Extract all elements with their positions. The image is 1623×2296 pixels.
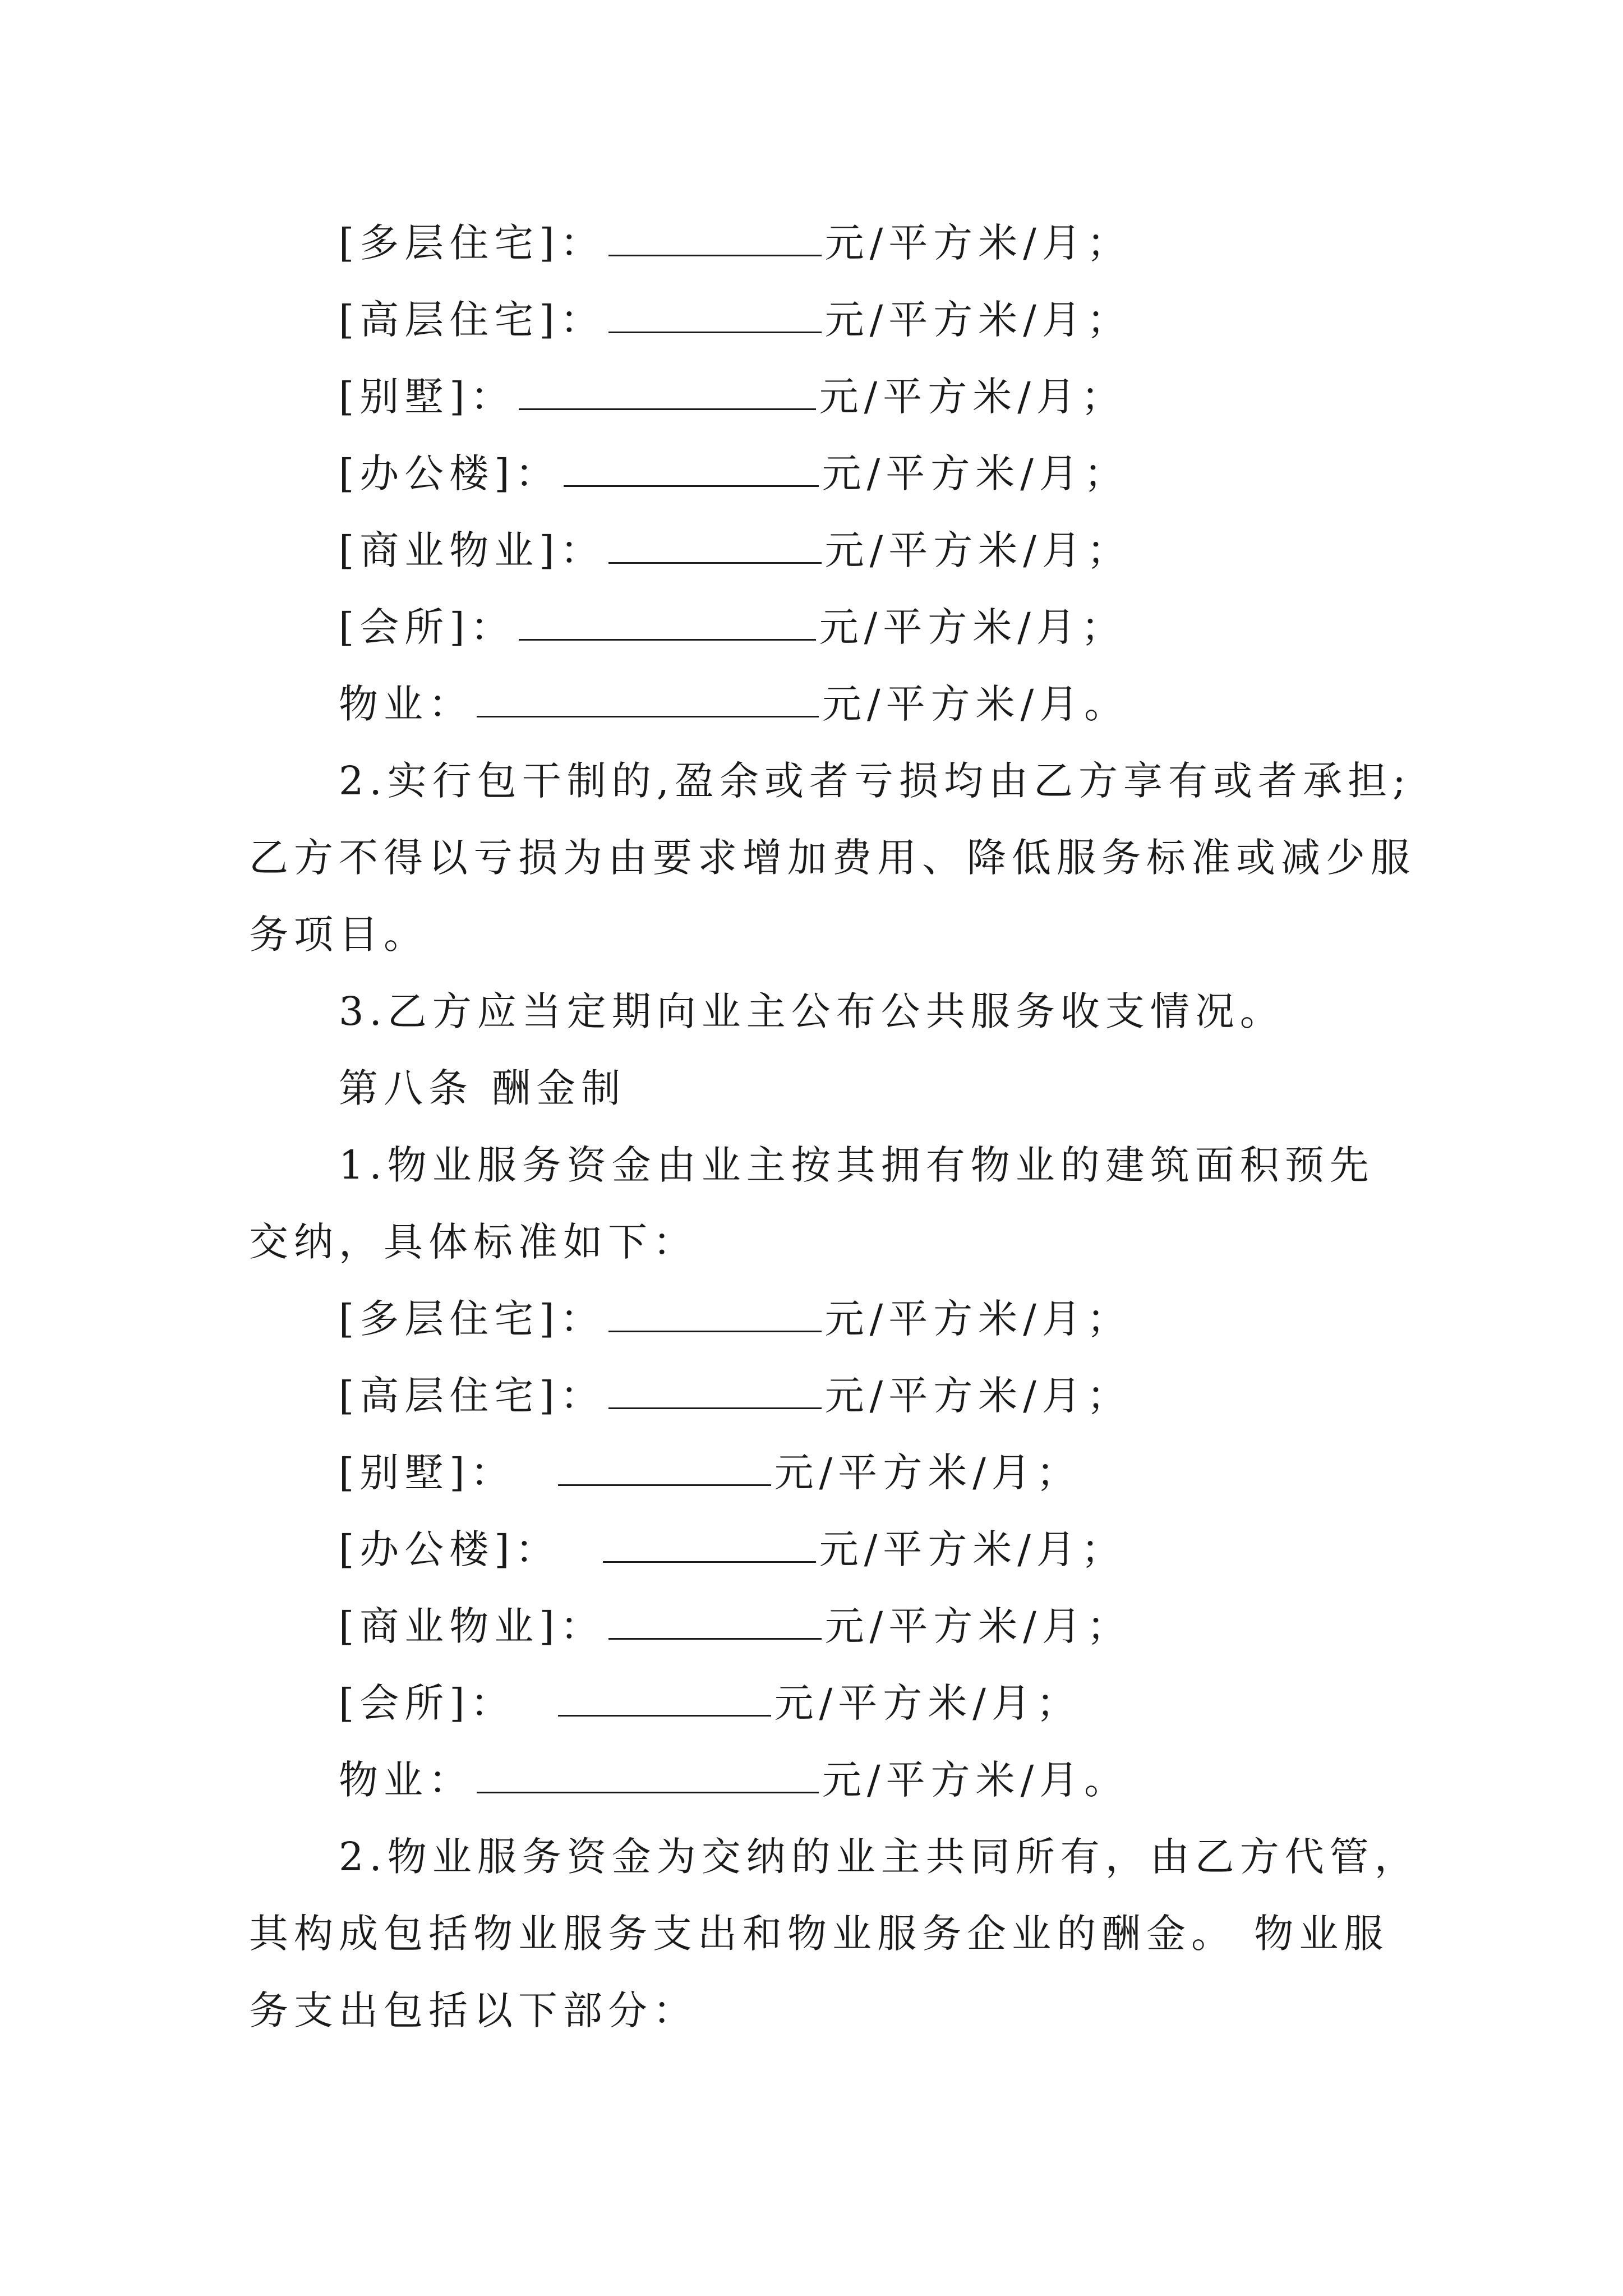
fee-label: [办公楼]： [339, 450, 560, 496]
fee-label: 物业： [339, 681, 473, 727]
fill-in-blank[interactable] [608, 528, 822, 564]
fill-in-blank[interactable] [603, 1527, 816, 1563]
fill-in-blank[interactable] [477, 1758, 819, 1793]
fill-in-blank[interactable] [608, 1297, 822, 1332]
fee-line [339, 600, 1126, 654]
fee-unit: 元/平方米/月； [819, 1526, 1126, 1572]
fee-label: [多层住宅]： [339, 220, 605, 266]
fee-line [339, 1676, 1081, 1730]
fee-label: [会所]： [339, 604, 515, 650]
fee-unit: 元/平方米/月； [819, 604, 1126, 650]
fee-unit: 元/平方米/月； [824, 1296, 1132, 1342]
fee-line [339, 447, 1129, 500]
fee-label: [商业物业]： [339, 1603, 605, 1649]
fill-in-blank[interactable] [608, 1604, 822, 1640]
fee-unit: 元/平方米/月； [774, 1450, 1081, 1496]
fee-label: [办公楼]： [339, 1526, 560, 1572]
fill-in-blank[interactable] [608, 1374, 822, 1409]
fee-line [339, 370, 1126, 424]
fee-label: [商业物业]： [339, 527, 605, 573]
fee-line [339, 1599, 1132, 1653]
paragraph-line: 乙方不得以亏损为由要求增加费用、降低服务标准或减少服 [249, 835, 1415, 881]
paragraph-line: 其构成包括物业服务支出和物业服务企业的酬金。 物业服 [249, 1911, 1389, 1957]
fee-label: [多层住宅]： [339, 1296, 605, 1342]
fee-line [339, 1753, 1129, 1807]
fee-unit: 元/平方米/月； [824, 220, 1132, 266]
paragraph-line: 1.物业服务资金由业主按其拥有物业的建筑面积预先 [339, 1142, 1375, 1188]
paragraph-line: 交纳，具体标准如下： [249, 1219, 698, 1265]
article-heading: 第八条 酬金制 [339, 1065, 626, 1111]
fee-unit: 元/平方米/月； [774, 1680, 1081, 1726]
paragraph-line: 2.物业服务资金为交纳的业主共同所有，由乙方代管， [339, 1834, 1419, 1880]
fee-line [339, 1522, 1126, 1576]
fee-label: [高层住宅]： [339, 297, 605, 343]
fee-label: [别墅]： [339, 1450, 515, 1496]
fee-unit: 元/平方米/月； [824, 527, 1132, 573]
fee-unit: 元/平方米/月。 [822, 1757, 1129, 1803]
fee-line [339, 523, 1132, 577]
fill-in-blank[interactable] [558, 1451, 771, 1486]
fee-line [339, 1446, 1081, 1499]
fee-line [339, 216, 1132, 270]
fee-line [339, 1292, 1132, 1346]
fee-label: [高层住宅]： [339, 1373, 605, 1419]
fill-in-blank[interactable] [564, 452, 819, 487]
fee-label: [别墅]： [339, 374, 515, 420]
fill-in-blank[interactable] [477, 682, 819, 717]
fee-line [339, 677, 1129, 731]
fill-in-blank[interactable] [608, 298, 822, 333]
fee-unit: 元/平方米/月； [824, 1603, 1132, 1649]
paragraph-line: 务项目。 [249, 912, 428, 958]
fee-line [339, 293, 1132, 347]
fee-unit: 元/平方米/月； [822, 450, 1129, 496]
fee-unit: 元/平方米/月； [824, 1373, 1132, 1419]
paragraph-line: 务支出包括以下部分： [249, 1987, 698, 2033]
fill-in-blank[interactable] [519, 605, 816, 641]
paragraph-line: 3.乙方应当定期向业主公布公共服务收支情况。 [339, 988, 1285, 1034]
fill-in-blank[interactable] [519, 375, 816, 410]
fill-in-blank[interactable] [558, 1681, 771, 1717]
fee-label: [会所]： [339, 1680, 515, 1726]
fee-unit: 元/平方米/月； [824, 297, 1132, 343]
fee-unit: 元/平方米/月； [819, 374, 1126, 420]
fee-line [339, 1369, 1132, 1423]
fee-unit: 元/平方米/月。 [822, 681, 1129, 727]
paragraph-line: 2.实行包干制的,盈余或者亏损均由乙方享有或者承担; [339, 758, 1412, 804]
fee-label: 物业： [339, 1757, 473, 1803]
fill-in-blank[interactable] [608, 221, 822, 256]
